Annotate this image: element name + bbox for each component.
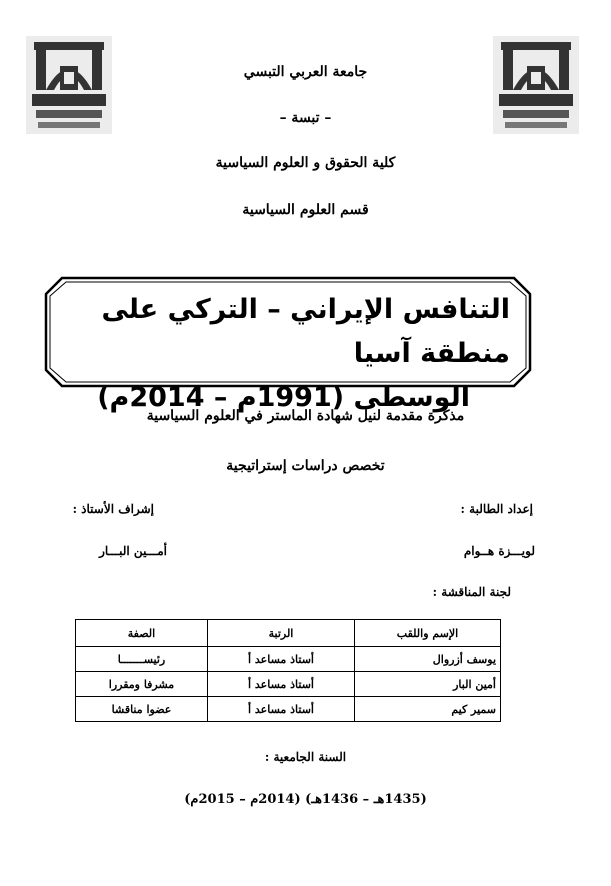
header-role: الصفة: [76, 620, 208, 647]
thesis-title-box: [44, 276, 532, 413]
prepared-by-label: إعداد الطالبة :: [460, 502, 533, 516]
faculty-name: كلية الحقوق و العلوم السياسية: [215, 155, 396, 171]
university-name: جامعة العربي التبسي: [243, 64, 368, 80]
table-row: [76, 697, 501, 722]
thesis-title: [44, 276, 532, 413]
member-role: مشرفا ومقررا: [76, 672, 208, 697]
member-name: أمين البار: [355, 672, 501, 697]
member-rank: أستاذ مساعد أ: [208, 672, 355, 697]
thesis-title-line1: التنافس الإيراني – التركي على منطقة آسيا: [101, 294, 510, 369]
member-name: سمير كيم: [355, 697, 501, 722]
header-rank: الرتبة: [208, 620, 355, 647]
city-name: – تبسة –: [279, 110, 332, 126]
header-name: الإسم واللقب: [355, 620, 501, 647]
academic-year: (1435هـ – 1436هـ) (2014م – 2015م): [184, 792, 427, 807]
table-row: [76, 647, 501, 672]
department-name: قسم العلوم السياسية: [242, 202, 369, 218]
committee-label: لجنة المناقشة :: [432, 585, 511, 599]
academic-year-label: السنة الجامعية :: [264, 750, 347, 764]
specialization: تخصص دراسات إستراتيجية: [226, 458, 385, 474]
member-rank: أستاذ مساعد أ: [208, 647, 355, 672]
table-header-row: [76, 620, 501, 647]
student-name: لويـــزة هــوام: [463, 544, 535, 558]
member-rank: أستاذ مساعد أ: [208, 697, 355, 722]
supervisor-label: إشراف الأستاذ :: [72, 502, 154, 516]
member-name: يوسف أزروال: [355, 647, 501, 672]
member-role: عضوا مناقشا: [76, 697, 208, 722]
table-row: [76, 672, 501, 697]
thesis-note: مذكرة مقدمة لنيل شهادة الماستر في العلوم السياسية: [146, 408, 465, 424]
committee-table: [75, 619, 501, 722]
supervisor-name: أمـــين البـــار: [99, 544, 167, 558]
member-role: رئيســـــــا: [76, 647, 208, 672]
thesis-title-line2: الوسطى (1991م – 2014م): [97, 382, 470, 413]
